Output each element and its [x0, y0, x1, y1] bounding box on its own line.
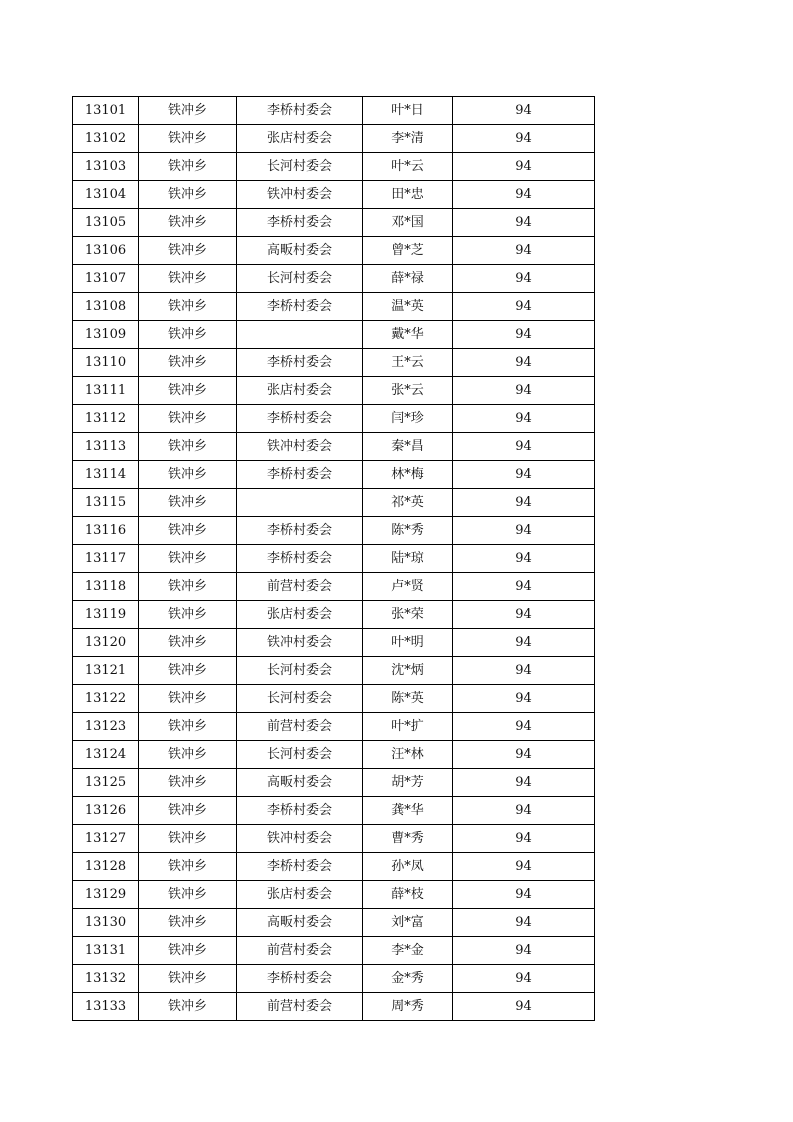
- table-row: [73, 881, 595, 909]
- record-number-cell: 13132: [73, 965, 139, 993]
- village-committee-cell: [237, 489, 363, 517]
- township-cell: 铁冲乡: [139, 797, 237, 825]
- age-cell: 94: [453, 321, 595, 349]
- record-number-cell: 13101: [73, 97, 139, 125]
- township-cell: 铁冲乡: [139, 657, 237, 685]
- record-number-cell: 13115: [73, 489, 139, 517]
- township-cell: 铁冲乡: [139, 741, 237, 769]
- person-name-cell: 温*英: [363, 293, 453, 321]
- table-row: [73, 713, 595, 741]
- village-committee-cell: 长河村委会: [237, 657, 363, 685]
- person-name-cell: 李*金: [363, 937, 453, 965]
- age-cell: 94: [453, 349, 595, 377]
- age-cell: 94: [453, 433, 595, 461]
- record-number-cell: 13107: [73, 265, 139, 293]
- age-cell: 94: [453, 545, 595, 573]
- township-cell: 铁冲乡: [139, 685, 237, 713]
- table-row: [73, 993, 595, 1021]
- person-name-cell: 刘*富: [363, 909, 453, 937]
- person-name-cell: 张*荣: [363, 601, 453, 629]
- township-cell: 铁冲乡: [139, 153, 237, 181]
- village-committee-cell: 李桥村委会: [237, 517, 363, 545]
- person-name-cell: 沈*炳: [363, 657, 453, 685]
- person-name-cell: 卢*贤: [363, 573, 453, 601]
- table-row: [73, 657, 595, 685]
- person-name-cell: 林*梅: [363, 461, 453, 489]
- township-cell: 铁冲乡: [139, 545, 237, 573]
- village-committee-cell: 前营村委会: [237, 993, 363, 1021]
- township-cell: 铁冲乡: [139, 97, 237, 125]
- township-cell: 铁冲乡: [139, 825, 237, 853]
- record-number-cell: 13108: [73, 293, 139, 321]
- record-number-cell: 13112: [73, 405, 139, 433]
- township-cell: 铁冲乡: [139, 181, 237, 209]
- person-name-cell: 张*云: [363, 377, 453, 405]
- table-body: [73, 97, 595, 1021]
- age-cell: 94: [453, 629, 595, 657]
- record-number-cell: 13118: [73, 573, 139, 601]
- age-cell: 94: [453, 657, 595, 685]
- village-committee-cell: 李桥村委会: [237, 209, 363, 237]
- township-cell: 铁冲乡: [139, 293, 237, 321]
- record-number-cell: 13114: [73, 461, 139, 489]
- age-cell: 94: [453, 489, 595, 517]
- village-committee-cell: 李桥村委会: [237, 349, 363, 377]
- age-cell: 94: [453, 125, 595, 153]
- person-name-cell: 祁*英: [363, 489, 453, 517]
- record-number-cell: 13104: [73, 181, 139, 209]
- age-cell: 94: [453, 377, 595, 405]
- record-number-cell: 13131: [73, 937, 139, 965]
- village-committee-cell: 张店村委会: [237, 601, 363, 629]
- record-number-cell: 13110: [73, 349, 139, 377]
- person-name-cell: 胡*芳: [363, 769, 453, 797]
- township-cell: 铁冲乡: [139, 349, 237, 377]
- record-number-cell: 13128: [73, 853, 139, 881]
- person-name-cell: 秦*昌: [363, 433, 453, 461]
- township-cell: 铁冲乡: [139, 517, 237, 545]
- township-cell: 铁冲乡: [139, 965, 237, 993]
- record-number-cell: 13117: [73, 545, 139, 573]
- township-cell: 铁冲乡: [139, 769, 237, 797]
- person-name-cell: 陈*秀: [363, 517, 453, 545]
- township-cell: 铁冲乡: [139, 713, 237, 741]
- village-committee-cell: 长河村委会: [237, 685, 363, 713]
- age-cell: 94: [453, 153, 595, 181]
- village-committee-cell: 张店村委会: [237, 881, 363, 909]
- township-cell: 铁冲乡: [139, 265, 237, 293]
- table-row: [73, 433, 595, 461]
- township-cell: 铁冲乡: [139, 405, 237, 433]
- age-cell: 94: [453, 405, 595, 433]
- record-number-cell: 13109: [73, 321, 139, 349]
- township-cell: 铁冲乡: [139, 433, 237, 461]
- table-row: [73, 853, 595, 881]
- table-row: [73, 181, 595, 209]
- person-name-cell: 戴*华: [363, 321, 453, 349]
- township-cell: 铁冲乡: [139, 377, 237, 405]
- township-cell: 铁冲乡: [139, 909, 237, 937]
- person-name-cell: 金*秀: [363, 965, 453, 993]
- age-cell: 94: [453, 265, 595, 293]
- table-row: [73, 601, 595, 629]
- person-name-cell: 叶*日: [363, 97, 453, 125]
- table-row: [73, 573, 595, 601]
- village-committee-cell: 铁冲村委会: [237, 433, 363, 461]
- village-committee-cell: 铁冲村委会: [237, 181, 363, 209]
- village-committee-cell: 高畈村委会: [237, 237, 363, 265]
- record-number-cell: 13116: [73, 517, 139, 545]
- person-name-cell: 田*忠: [363, 181, 453, 209]
- village-committee-cell: 李桥村委会: [237, 293, 363, 321]
- record-number-cell: 13111: [73, 377, 139, 405]
- record-number-cell: 13106: [73, 237, 139, 265]
- person-name-cell: 周*秀: [363, 993, 453, 1021]
- record-number-cell: 13133: [73, 993, 139, 1021]
- village-committee-cell: 高畈村委会: [237, 769, 363, 797]
- person-name-cell: 李*清: [363, 125, 453, 153]
- age-cell: 94: [453, 965, 595, 993]
- township-cell: 铁冲乡: [139, 461, 237, 489]
- village-committee-cell: 李桥村委会: [237, 797, 363, 825]
- age-cell: 94: [453, 293, 595, 321]
- person-name-cell: 薛*禄: [363, 265, 453, 293]
- township-cell: 铁冲乡: [139, 321, 237, 349]
- village-committee-cell: 前营村委会: [237, 713, 363, 741]
- table-row: [73, 517, 595, 545]
- person-name-cell: 王*云: [363, 349, 453, 377]
- village-committee-cell: 长河村委会: [237, 741, 363, 769]
- record-number-cell: 13125: [73, 769, 139, 797]
- age-cell: 94: [453, 769, 595, 797]
- village-committee-cell: 李桥村委会: [237, 97, 363, 125]
- data-table: [72, 96, 595, 1021]
- village-committee-cell: 铁冲村委会: [237, 825, 363, 853]
- record-number-cell: 13120: [73, 629, 139, 657]
- table-row: [73, 965, 595, 993]
- table-row: [73, 769, 595, 797]
- township-cell: 铁冲乡: [139, 209, 237, 237]
- table-row: [73, 461, 595, 489]
- age-cell: 94: [453, 993, 595, 1021]
- township-cell: 铁冲乡: [139, 853, 237, 881]
- village-committee-cell: 张店村委会: [237, 125, 363, 153]
- township-cell: 铁冲乡: [139, 937, 237, 965]
- record-number-cell: 13103: [73, 153, 139, 181]
- record-number-cell: 13123: [73, 713, 139, 741]
- record-number-cell: 13121: [73, 657, 139, 685]
- age-cell: 94: [453, 713, 595, 741]
- record-number-cell: 13102: [73, 125, 139, 153]
- person-name-cell: 曹*秀: [363, 825, 453, 853]
- age-cell: 94: [453, 909, 595, 937]
- table-row: [73, 377, 595, 405]
- table-row: [73, 937, 595, 965]
- table-row: [73, 293, 595, 321]
- person-name-cell: 薛*枝: [363, 881, 453, 909]
- table-row: [73, 685, 595, 713]
- village-committee-cell: 长河村委会: [237, 265, 363, 293]
- table-row: [73, 237, 595, 265]
- age-cell: 94: [453, 461, 595, 489]
- village-committee-cell: 李桥村委会: [237, 853, 363, 881]
- table-row: [73, 825, 595, 853]
- record-number-cell: 13127: [73, 825, 139, 853]
- table-row: [73, 125, 595, 153]
- village-committee-cell: 铁冲村委会: [237, 629, 363, 657]
- record-number-cell: 13126: [73, 797, 139, 825]
- age-cell: 94: [453, 685, 595, 713]
- village-committee-cell: 高畈村委会: [237, 909, 363, 937]
- age-cell: 94: [453, 825, 595, 853]
- township-cell: 铁冲乡: [139, 881, 237, 909]
- person-name-cell: 叶*扩: [363, 713, 453, 741]
- person-name-cell: 邓*国: [363, 209, 453, 237]
- village-committee-cell: 前营村委会: [237, 573, 363, 601]
- person-name-cell: 叶*明: [363, 629, 453, 657]
- table-row: [73, 405, 595, 433]
- township-cell: 铁冲乡: [139, 489, 237, 517]
- village-committee-cell: 李桥村委会: [237, 965, 363, 993]
- table-row: [73, 153, 595, 181]
- person-name-cell: 汪*林: [363, 741, 453, 769]
- table-row: [73, 349, 595, 377]
- age-cell: 94: [453, 237, 595, 265]
- age-cell: 94: [453, 181, 595, 209]
- record-number-cell: 13105: [73, 209, 139, 237]
- record-number-cell: 13124: [73, 741, 139, 769]
- township-cell: 铁冲乡: [139, 125, 237, 153]
- age-cell: 94: [453, 601, 595, 629]
- age-cell: 94: [453, 517, 595, 545]
- table-row: [73, 209, 595, 237]
- table-row: [73, 741, 595, 769]
- age-cell: 94: [453, 209, 595, 237]
- person-name-cell: 陈*英: [363, 685, 453, 713]
- table-row: [73, 489, 595, 517]
- table-row: [73, 909, 595, 937]
- person-name-cell: 闫*珍: [363, 405, 453, 433]
- township-cell: 铁冲乡: [139, 573, 237, 601]
- age-cell: 94: [453, 741, 595, 769]
- record-number-cell: 13119: [73, 601, 139, 629]
- table-row: [73, 321, 595, 349]
- township-cell: 铁冲乡: [139, 237, 237, 265]
- table-row: [73, 545, 595, 573]
- person-name-cell: 龚*华: [363, 797, 453, 825]
- age-cell: 94: [453, 573, 595, 601]
- village-committee-cell: 李桥村委会: [237, 405, 363, 433]
- table-row: [73, 629, 595, 657]
- age-cell: 94: [453, 97, 595, 125]
- age-cell: 94: [453, 937, 595, 965]
- village-committee-cell: 李桥村委会: [237, 461, 363, 489]
- township-cell: 铁冲乡: [139, 993, 237, 1021]
- table-row: [73, 97, 595, 125]
- township-cell: 铁冲乡: [139, 601, 237, 629]
- table-row: [73, 797, 595, 825]
- village-committee-cell: 张店村委会: [237, 377, 363, 405]
- age-cell: 94: [453, 853, 595, 881]
- record-number-cell: 13130: [73, 909, 139, 937]
- age-cell: 94: [453, 797, 595, 825]
- person-name-cell: 陆*琼: [363, 545, 453, 573]
- person-name-cell: 曾*芝: [363, 237, 453, 265]
- table-row: [73, 265, 595, 293]
- record-number-cell: 13122: [73, 685, 139, 713]
- age-cell: 94: [453, 881, 595, 909]
- record-number-cell: 13113: [73, 433, 139, 461]
- village-committee-cell: [237, 321, 363, 349]
- village-committee-cell: 前营村委会: [237, 937, 363, 965]
- record-number-cell: 13129: [73, 881, 139, 909]
- village-committee-cell: 长河村委会: [237, 153, 363, 181]
- person-name-cell: 叶*云: [363, 153, 453, 181]
- person-name-cell: 孙*凤: [363, 853, 453, 881]
- village-committee-cell: 李桥村委会: [237, 545, 363, 573]
- township-cell: 铁冲乡: [139, 629, 237, 657]
